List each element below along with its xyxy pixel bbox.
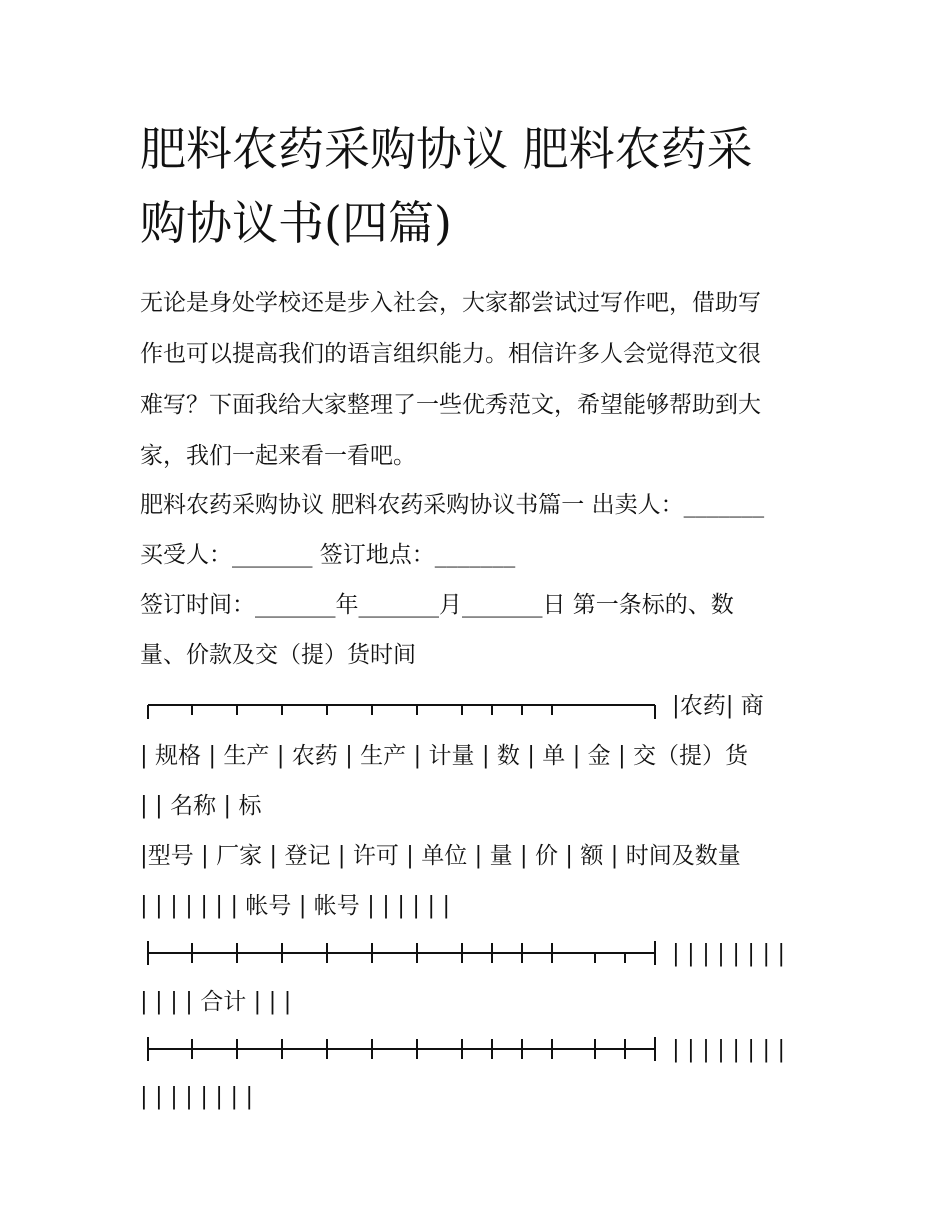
table-row-6-tail: | | | | | | | |: [672, 941, 786, 967]
intro-line: 家，我们一起来看一看吧。: [140, 443, 416, 469]
table-row-1-tail: |农药| 商: [672, 693, 764, 719]
table-mid-rule-2: [140, 1035, 665, 1065]
table-mid-rule-1: [140, 939, 665, 969]
document-title: [140, 112, 820, 260]
signing-date-line: 签订时间：_______年_______月_______日 第一条标的、数: [140, 592, 734, 618]
table-row-3: | | 名称 | 标: [140, 793, 262, 819]
title-line-2: 购协议书(四篇): [140, 196, 452, 250]
seller-line: 肥料农药采购协议 肥料农药采购协议书篇一 出卖人：_______: [140, 492, 765, 518]
table-row-9: | | | | | | | |: [140, 1084, 254, 1110]
clause-heading-line: 量、价款及交（提）货时间: [140, 642, 416, 668]
intro-paragraph: [140, 278, 820, 482]
intro-line: 难写？下面我给大家整理了一些优秀范文，希望能够帮助到大: [140, 392, 761, 418]
intro-line: 作也可以提高我们的语言组织能力。相信许多人会觉得范文很: [140, 341, 761, 367]
table-row-8-tail: | | | | | | | |: [672, 1037, 786, 1063]
table-top-rule: [140, 693, 665, 723]
table-row-2: | 规格 | 生产 | 农药 | 生产 | 计量 | 数 | 单 | 金 | 交（提）货: [140, 743, 749, 769]
intro-line: 无论是身处学校还是步入社会，大家都尝试过写作吧，借助写: [140, 290, 761, 316]
title-line-1: 肥料农药采购协议 肥料农药采: [140, 122, 753, 176]
table-row-total: | | | | 合计 | | |: [140, 989, 292, 1015]
buyer-line: 买受人：_______ 签订地点：_______: [140, 542, 516, 568]
table-row-4: |型号 | 厂家 | 登记 | 许可 | 单位 | 量 | 价 | 额 | 时间及数量: [140, 843, 741, 869]
table-row-5: | | | | | | | 帐号 | 帐号 | | | | | |: [140, 893, 451, 919]
